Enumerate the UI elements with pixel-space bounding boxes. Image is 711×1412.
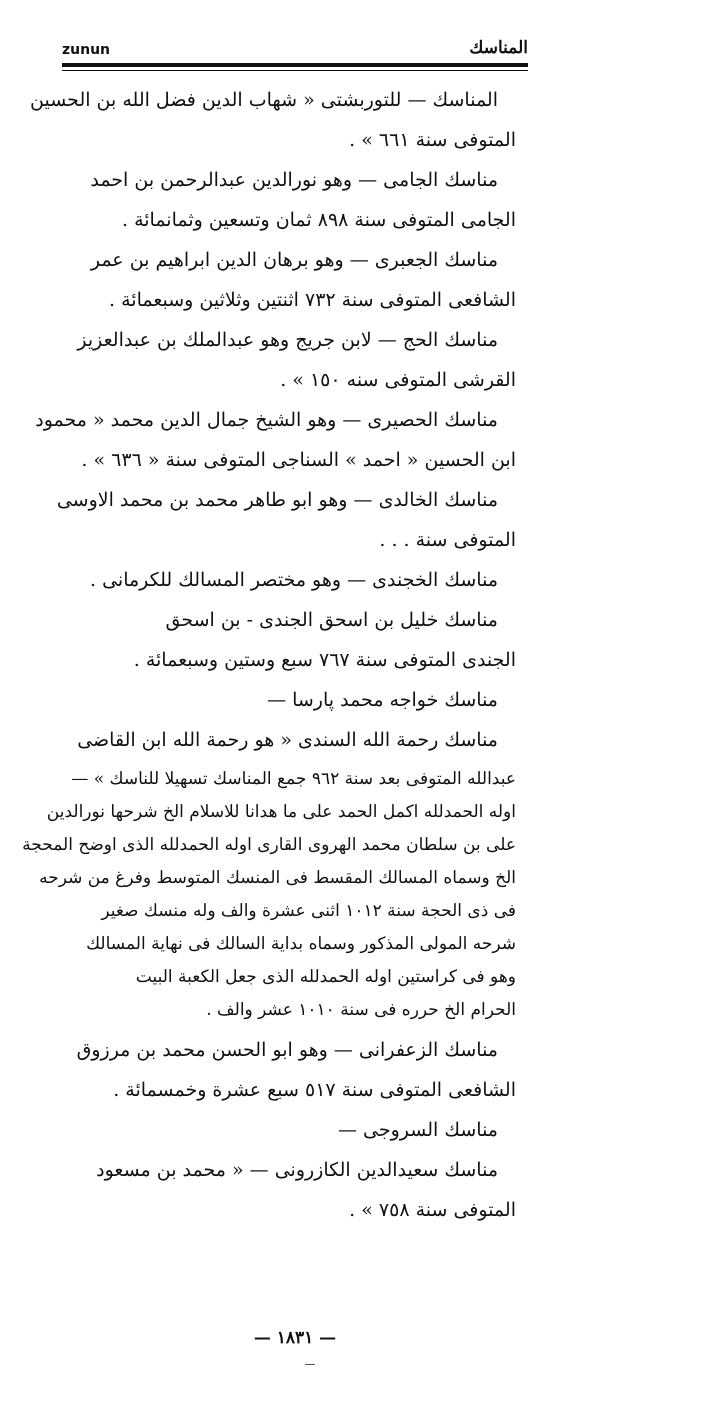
- text-line: مناسك السروجى —: [338, 1119, 498, 1141]
- text-line: عبدالله المتوفى بعد سنة ٩٦٢ جمع المناسك تسهيلا للناسك » —: [71, 769, 516, 789]
- text-line: القرشى المتوفى سنه ١٥٠ » .: [280, 369, 516, 391]
- text-line: مناسك الخجندى — وهو مختصر المسالك للكرمانى .: [89, 569, 498, 591]
- text-line: مناسك الزعفرانى — وهو ابو الحسن محمد بن مرزوق: [76, 1039, 498, 1061]
- text-line: فى ذى الحجة سنة ١٠١٢ اثنى عشرة والف وله منسك صغير: [101, 901, 516, 921]
- text-line: مناسك الحج — لابن جريج وهو عبدالملك بن عبدالعزيز: [77, 329, 498, 351]
- text-line: ابن الحسين « احمد » السناجى المتوفى سنة « ٦٣٦ » .: [81, 449, 516, 471]
- page-header: [62, 32, 528, 58]
- text-line: الجامى المتوفى سنة ٨٩٨ ثمان وتسعين وثمانمائة .: [121, 209, 516, 231]
- text-line: المتوفى سنة ٧٥٨ » .: [349, 1199, 516, 1221]
- text-line: مناسك الجامى — وهو نورالدين عبدالرحمن بن احمد: [90, 169, 498, 191]
- header-rule-thick: [62, 63, 528, 67]
- text-line: مناسك الحصيرى — وهو الشيخ جمال الدين محمد « محمود: [35, 409, 498, 431]
- text-line: المتوفى سنة ٦٦١ » .: [349, 129, 516, 151]
- text-line: الحرام الخ حرره فى سنة ١٠١٠ عشر والف .: [206, 1000, 516, 1020]
- text-line: مناسك خواجه محمد پارسا —: [267, 689, 498, 711]
- text-line: الشافعى المتوفى سنة ٥١٧ سبع عشرة وخمسمائة .: [113, 1079, 516, 1101]
- text-line: المتوفى سنة . . .: [379, 529, 516, 551]
- text-line: مناسك سعيدالدين الكازرونى — « محمد بن مسعود: [96, 1159, 498, 1181]
- text-line: الجندى المتوفى سنة ٧٦٧ سبع وستين وسبعمائة .: [133, 649, 516, 671]
- text-line: شرحه المولى المذكور وسماه بداية السالك فى نهاية المسالك: [86, 934, 516, 954]
- text-line: الخ وسماه المسالك المقسط فى المنسك المتوسط وفرغ من شرحه: [39, 868, 516, 888]
- text-line: اوله الحمدلله اكمل الحمد على ما هدانا للاسلام الخ شرحها نورالدين: [46, 802, 516, 822]
- header-left-label: zunun: [62, 42, 111, 58]
- text-line: الشافعى المتوفى سنة ٧٣٢ اثنتين وثلاثين وسبعمائة .: [109, 289, 516, 311]
- header-running-title: المناسك: [469, 38, 528, 58]
- body-text: [22, 80, 516, 1230]
- text-line: وهو فى كراستين اوله الحمدلله الذى جعل الكعبة البيت: [135, 967, 516, 987]
- text-line: مناسك الخالدى — وهو ابو طاهر محمد بن محمد الاوسى: [56, 489, 498, 511]
- text-line: على بن سلطان محمد الهروى القارى اوله الحمدلله الذى اوضح المحجة: [22, 835, 516, 855]
- header-rule-thin: [62, 70, 528, 71]
- text-line: مناسك رحمة الله السندى « هو رحمة الله ابن القاضى: [77, 729, 498, 751]
- page-number: — ١٨٣١ —: [253, 1328, 337, 1348]
- text-line: المناسك — للتوربشتى « شهاب الدين فضل الله بن الحسين: [30, 89, 498, 111]
- text-line: مناسك الجعبرى — وهو برهان الدين ابراهيم بن عمر: [90, 249, 498, 271]
- footer-mark: [305, 1364, 315, 1365]
- text-line: مناسك خليل بن اسحق الجندى - بن اسحق: [165, 609, 498, 631]
